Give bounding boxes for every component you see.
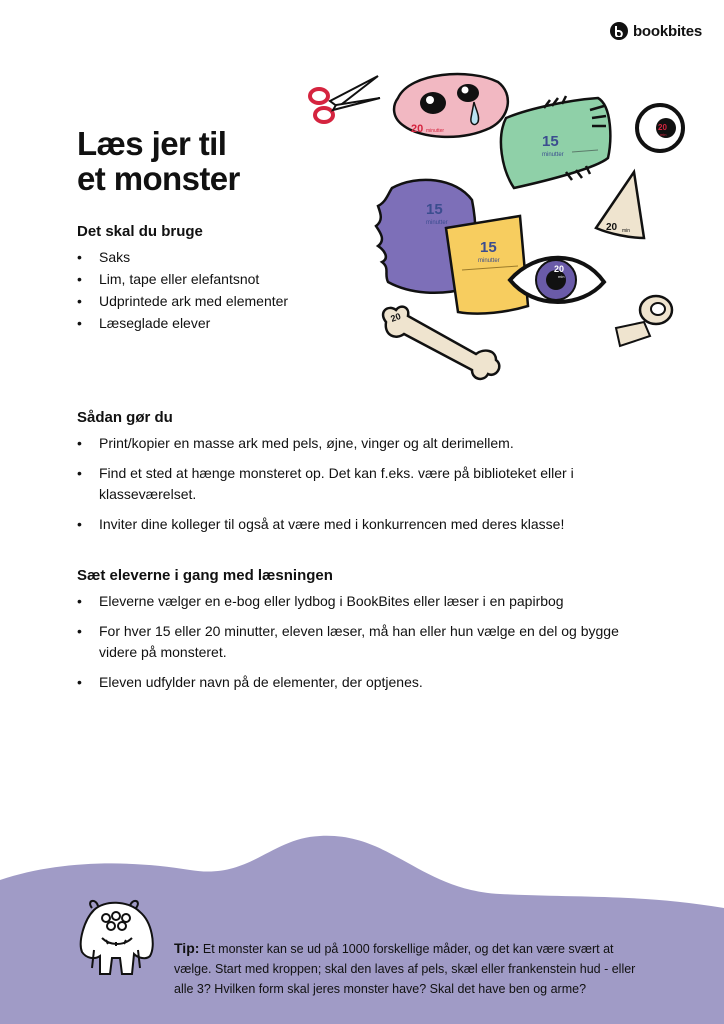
nose-piece xyxy=(394,74,508,137)
reading-heading: Sæt eleverne i gang med læsningen xyxy=(77,567,333,584)
list-item: • Saks xyxy=(77,247,288,268)
list-item: • Eleven udfylder navn på de elementer, der optjenes. xyxy=(77,672,647,693)
list-item: • Eleverne vælger en e-bog eller lydbog i BookBites eller læser i en papirbog xyxy=(77,591,647,612)
tip-text xyxy=(174,938,644,999)
page-title xyxy=(77,126,337,196)
instructions-list xyxy=(77,433,647,535)
tip-body: Et monster kan se ud på 1000 forskellige måder, og det kan være svært at vælge. Start med kroppen; skal den laves af pels, skæl eller frankenstein hud - eller alle 3? Hvilken form skal jeres monster have? Skal det have ben og arme? xyxy=(174,941,636,996)
paper-unit: minutter xyxy=(478,258,500,264)
list-item: • Læseglade elever xyxy=(77,313,288,334)
instructions-section xyxy=(77,409,647,544)
paper-piece xyxy=(446,216,528,314)
list-item: • Udprintede ark med elementer xyxy=(77,291,288,312)
fur-unit: minutter xyxy=(426,220,448,226)
eye-unit: min xyxy=(558,274,565,279)
list-item: • Lim, tape eller elefantsnot xyxy=(77,269,288,290)
horn-piece xyxy=(596,172,644,238)
frankenstein-unit: minutter xyxy=(542,152,564,158)
scissors-icon xyxy=(310,76,380,122)
brand-logo xyxy=(610,22,702,40)
eyeball-label: 20 xyxy=(658,123,667,132)
eyeball-unit: min xyxy=(660,132,667,137)
list-item: • Print/kopier en masse ark med pels, øjne, vinger og alt derimellem. xyxy=(77,433,647,454)
bone-piece xyxy=(383,307,499,379)
tape-icon xyxy=(616,296,672,346)
tip-label: Tip: xyxy=(174,939,200,956)
list-item: • Find et sted at hænge monsteret op. Det kan f.eks. være på biblioteket eller i klasseværelset. xyxy=(77,463,647,505)
horn-label: 20 xyxy=(606,222,618,233)
nose-unit: minutter xyxy=(426,128,445,134)
frankenstein-label: 15 xyxy=(542,133,559,150)
list-item: • Inviter dine kolleger til også at være med i konkurrencen med deres klasse! xyxy=(77,514,647,535)
materials-section xyxy=(77,223,288,335)
reading-list xyxy=(77,591,647,693)
list-item: • For hver 15 eller 20 minutter, eleven læser, må han eller hun vælge en del og bygge videre på monsteret. xyxy=(77,621,647,663)
fur-label: 15 xyxy=(426,201,443,218)
materials-list xyxy=(77,247,288,334)
eyeball-piece xyxy=(637,105,683,151)
nose-label: 20 xyxy=(411,123,424,135)
materials-heading: Det skal du bruge xyxy=(77,223,203,240)
bookbites-logo-icon xyxy=(610,22,628,40)
frankenstein-skin-piece xyxy=(501,96,610,188)
brand-name: bookbites xyxy=(632,22,702,40)
horn-unit: min xyxy=(622,228,631,234)
bone-label: 20 xyxy=(389,311,403,324)
monster-parts-illustration xyxy=(300,60,710,400)
instructions-heading: Sådan gør du xyxy=(77,409,173,426)
paper-label: 15 xyxy=(480,239,497,256)
eye-label: 20 xyxy=(554,264,565,274)
monster-icon xyxy=(72,898,162,984)
reading-section xyxy=(77,567,647,702)
title-line-2: et monster xyxy=(77,160,240,197)
title-line-1: Læs jer til xyxy=(77,125,227,162)
